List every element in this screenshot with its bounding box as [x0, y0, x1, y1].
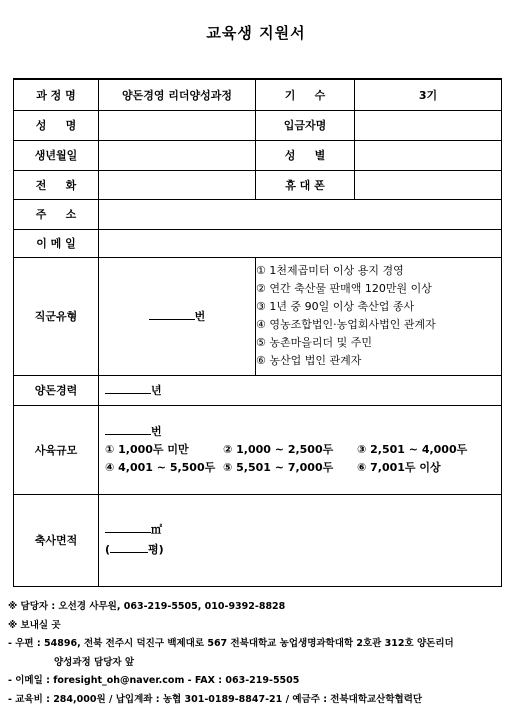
notes [8, 598, 508, 709]
scale-option: ④ 4,001 ~ 5,500두 [105, 460, 216, 474]
job-blank [149, 308, 195, 320]
depositor-field[interactable] [355, 110, 502, 140]
job-option: ⑥ 농산업 법인 관계자 [256, 354, 362, 367]
phone-label: 전 화 [14, 170, 99, 199]
area-pyeong-blank [110, 541, 148, 553]
job-option: ① 1천제곱미터 이상 용지 경영 [256, 264, 404, 277]
scale-suffix: 번 [151, 424, 162, 438]
area-label: 축사면적 [14, 494, 99, 586]
birth-field[interactable] [99, 140, 256, 170]
course-value: 양돈경영 리더양성과정 [99, 79, 256, 110]
area-blank [105, 521, 151, 533]
scale-option: ③ 2,501 ~ 4,000두 [357, 442, 468, 456]
email-fax-note: - 이메일 : foresight_oh@naver.com - FAX : 063-219-5505 [8, 675, 300, 686]
mobile-field[interactable] [355, 170, 502, 199]
scale-option: ⑤ 5,501 ~ 7,000두 [223, 460, 334, 474]
job-label: 직군유형 [14, 257, 99, 375]
scale-option: ② 1,000 ~ 2,500두 [223, 442, 334, 456]
scale-blank [105, 423, 151, 435]
career-field[interactable] [99, 375, 502, 405]
course-label: 과 정 명 [14, 79, 99, 110]
job-option: ④ 영농조합법인·농업회사법인 관계자 [256, 318, 436, 331]
mobile-label: 휴 대 폰 [256, 170, 355, 199]
email-field[interactable] [99, 229, 502, 257]
birth-label: 생년월일 [14, 140, 99, 170]
job-options [256, 257, 502, 375]
scale-field[interactable] [99, 405, 502, 494]
send-to-note: ※ 보내실 곳 [8, 619, 61, 631]
job-option: ③ 1년 중 90일 이상 축산업 종사 [256, 300, 415, 313]
area-field[interactable] [99, 494, 502, 586]
job-field[interactable] [99, 257, 256, 375]
gender-field[interactable] [355, 140, 502, 170]
post-note-continued: 양성과정 담당자 앞 [54, 656, 135, 668]
scale-label: 사육규모 [14, 405, 99, 494]
contact-note: ※ 담당자 : 오선경 사무원, 063-219-5505, 010-9392-8828 [8, 601, 286, 612]
job-suffix: 번 [194, 310, 206, 323]
depositor-label: 입금자명 [256, 110, 355, 140]
area-unit-pyeong: 평) [148, 543, 164, 556]
scale-option: ⑥ 7,001두 이상 [357, 460, 441, 474]
phone-field[interactable] [99, 170, 256, 199]
fee-note: - 교육비 : 284,000원 / 납입계좌 : 농협 301-0189-8847-21 / 예금주 : 전북대학교산학협력단 [8, 693, 423, 705]
scale-option: ① 1,000두 미만 [105, 442, 189, 456]
cohort-value: 3기 [355, 79, 502, 110]
cohort-label: 기 수 [256, 79, 355, 110]
career-suffix: 년 [151, 384, 162, 397]
address-field[interactable] [99, 199, 502, 229]
page-title: 교육생 지원서 [206, 24, 306, 42]
job-option: ② 연간 축산물 판매액 120만원 이상 [256, 282, 432, 295]
name-field[interactable] [99, 110, 256, 140]
job-option: ⑤ 농촌마을리더 및 주민 [256, 336, 372, 349]
name-label: 성 명 [14, 110, 99, 140]
career-blank [105, 382, 151, 394]
area-unit-sqm: ㎡ [151, 523, 162, 536]
address-label: 주 소 [14, 199, 99, 229]
email-label: 이 메 일 [14, 229, 99, 257]
post-note: - 우편 : 54896, 전북 전주시 덕진구 백제대로 567 전북대학교 농업생명과학대학 2호관 312호 양돈리더 [8, 638, 454, 649]
career-label: 양돈경력 [14, 375, 99, 405]
application-form [13, 78, 502, 587]
gender-label: 성 별 [256, 140, 355, 170]
area-open-paren: ( [105, 543, 111, 556]
